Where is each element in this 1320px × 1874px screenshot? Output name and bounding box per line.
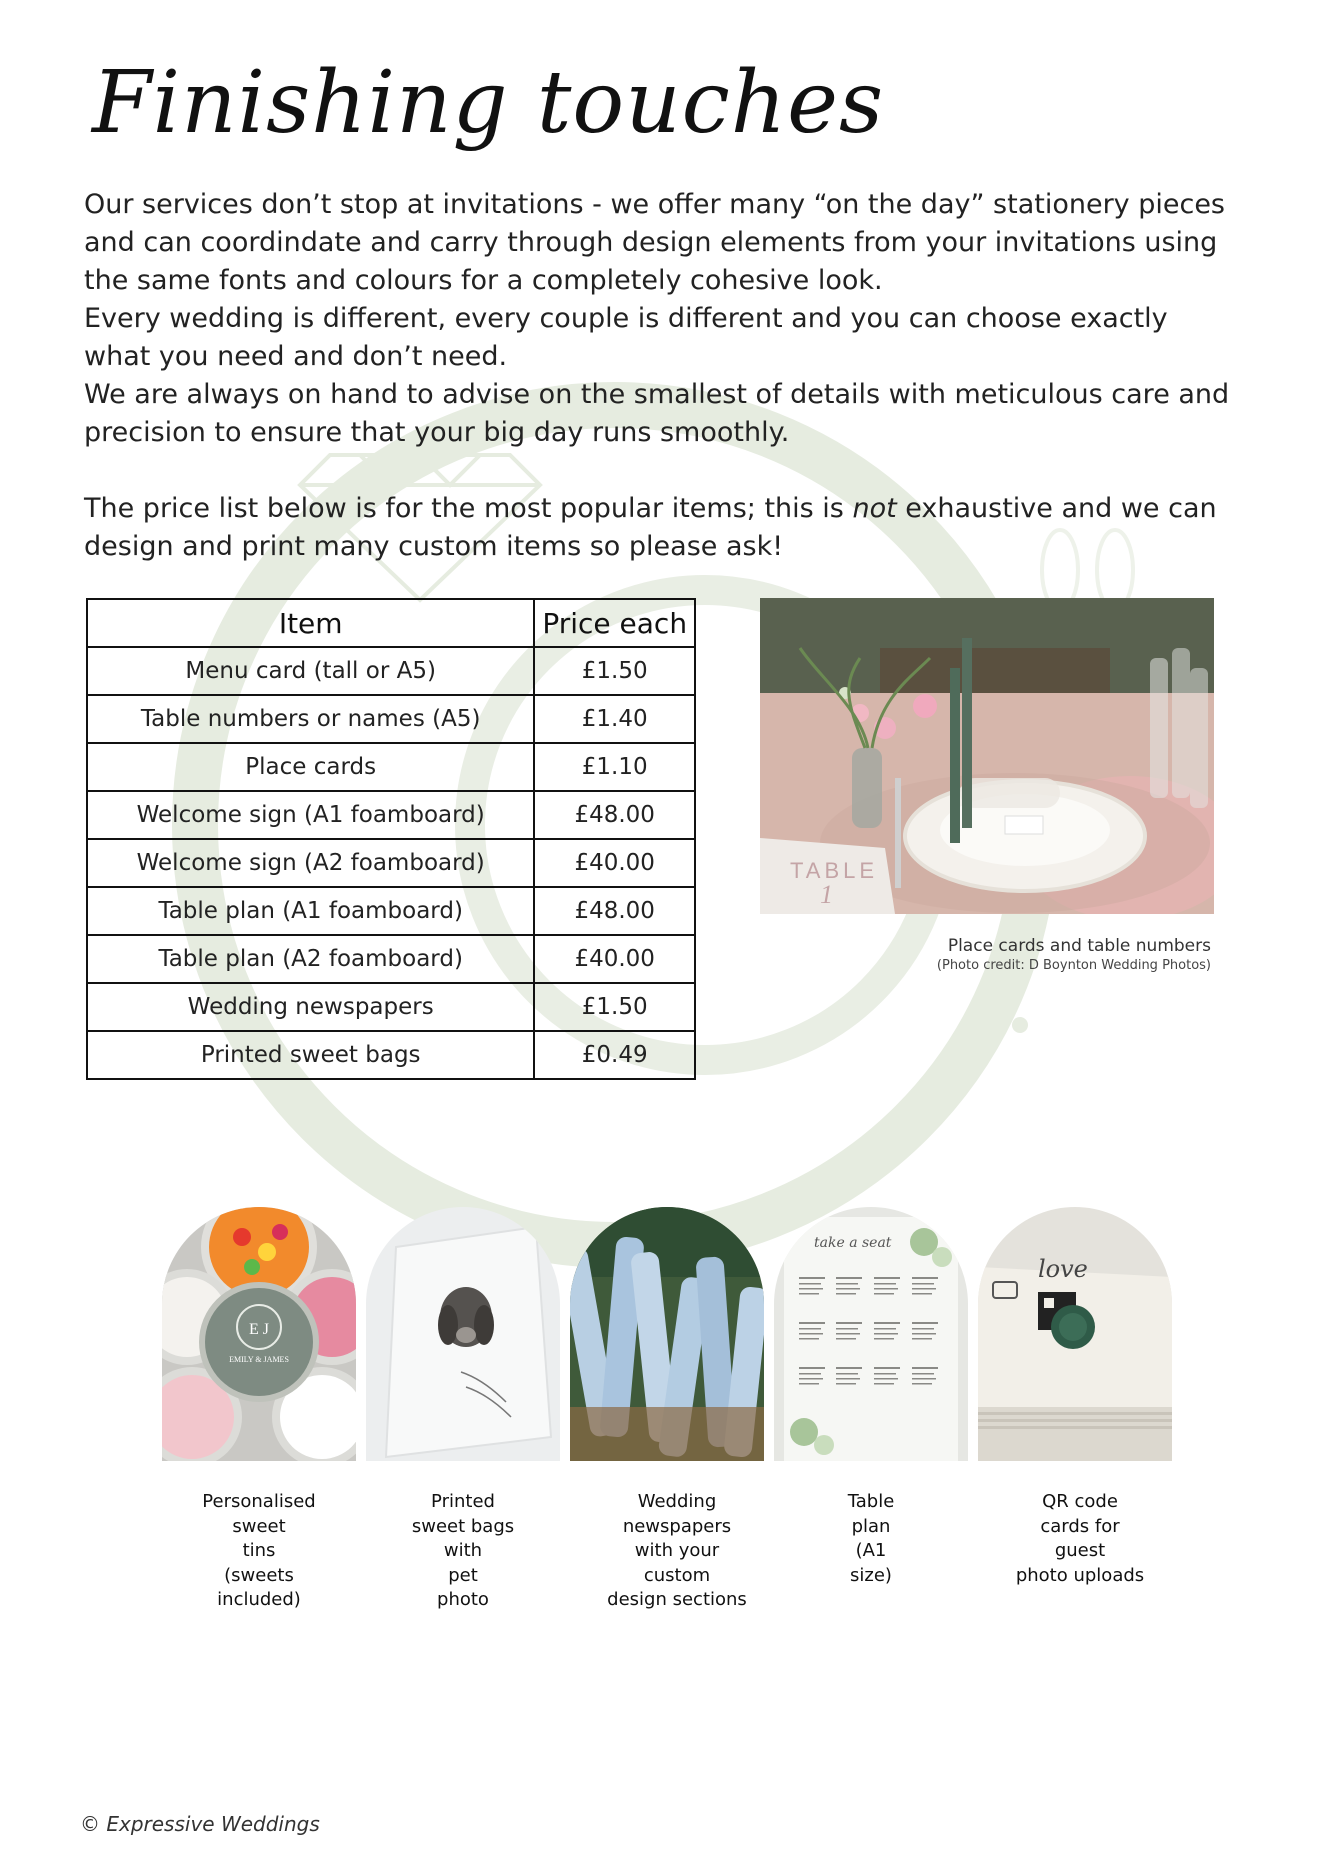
card-script-love: love bbox=[1038, 1255, 1088, 1283]
caption-text: Place cards and table numbers bbox=[947, 936, 1211, 956]
item-name: Table plan (A2 foamboard) bbox=[87, 935, 534, 983]
item-price: £1.50 bbox=[534, 983, 695, 1031]
gallery-photo-newspapers bbox=[570, 1207, 764, 1461]
gallery-caption-newspapers: Wedding newspapers with your custom design sections bbox=[607, 1491, 747, 1610]
table-row bbox=[87, 887, 695, 935]
table-row bbox=[87, 743, 695, 791]
gallery-caption-sweet-tins: Personalised sweet tins (sweets included) bbox=[202, 1491, 316, 1610]
item-price: £1.50 bbox=[534, 647, 695, 695]
table-row bbox=[87, 791, 695, 839]
gallery-photo-qr-cards bbox=[978, 1207, 1172, 1461]
item-price: £40.00 bbox=[534, 935, 695, 983]
item-price: £40.00 bbox=[534, 839, 695, 887]
gallery-photo-sweet-tins bbox=[162, 1207, 356, 1461]
gallery-caption-sweet-bags: Printed sweet bags with pet photo bbox=[411, 1491, 515, 1610]
place-setting-photo bbox=[760, 598, 1214, 914]
photo-credit: (Photo credit: D Boynton Wedding Photos) bbox=[936, 958, 1211, 973]
gallery-caption-qr-cards: QR code cards for guest photo uploads bbox=[1015, 1491, 1145, 1586]
item-price: £1.10 bbox=[534, 743, 695, 791]
price-table bbox=[86, 598, 696, 1080]
intro-paragraph-3: We are always on hand to advise on the smallest of details with meticulous care and precision to ensure that your big day runs smoothly. bbox=[84, 379, 1230, 448]
table-card-label: TABLE bbox=[790, 858, 879, 883]
footer-copyright: © Expressive Weddings bbox=[80, 1812, 320, 1836]
item-name: Table numbers or names (A5) bbox=[87, 695, 534, 743]
table-card-number: 1 bbox=[820, 880, 833, 909]
intro-paragraph-2: Every wedding is different, every couple is different and you can choose exactly what you need and don’t need. bbox=[84, 303, 1168, 372]
tin-monogram: E J bbox=[249, 1321, 269, 1338]
intro-paragraph-1: Our services don’t stop at invitations - we offer many “on the day” stationery pieces and can coordindate and carry through design elements from your invitations using the same fonts and colours for a completely cohesive look. bbox=[84, 189, 1226, 296]
item-name: Table plan (A1 foamboard) bbox=[87, 887, 534, 935]
item-name: Welcome sign (A1 foamboard) bbox=[87, 791, 534, 839]
intro-text bbox=[84, 186, 1234, 566]
gallery-photo-table-plan bbox=[774, 1207, 968, 1461]
price-table-header bbox=[87, 599, 695, 647]
header-item: Item bbox=[87, 599, 534, 647]
header-price: Price each bbox=[534, 599, 695, 647]
item-price: £48.00 bbox=[534, 791, 695, 839]
gallery-photo-sweet-bags bbox=[366, 1207, 560, 1461]
table-row bbox=[87, 839, 695, 887]
table-row bbox=[87, 647, 695, 695]
table-row bbox=[87, 983, 695, 1031]
item-name: Wedding newspapers bbox=[87, 983, 534, 1031]
emphasis-not: not bbox=[852, 493, 897, 524]
table-row bbox=[87, 1031, 695, 1079]
item-price: £0.49 bbox=[534, 1031, 695, 1079]
gallery-caption-table-plan: Table plan (A1 size) bbox=[847, 1491, 895, 1586]
item-name: Printed sweet bags bbox=[87, 1031, 534, 1079]
item-price: £48.00 bbox=[534, 887, 695, 935]
item-name: Place cards bbox=[87, 743, 534, 791]
tin-names: EMILY & JAMES bbox=[229, 1355, 289, 1364]
intro-paragraph-4: The price list below is for the most popular items; this is not exhaustive and we can design and print many custom items so please ask! bbox=[84, 493, 1217, 562]
page-title: Finishing touches bbox=[92, 53, 885, 153]
table-row bbox=[87, 935, 695, 983]
item-name: Welcome sign (A2 foamboard) bbox=[87, 839, 534, 887]
table-row bbox=[87, 695, 695, 743]
item-price: £1.40 bbox=[534, 695, 695, 743]
main-photo-caption bbox=[937, 936, 1211, 976]
item-name: Menu card (tall or A5) bbox=[87, 647, 534, 695]
table-plan-heading: take a seat bbox=[814, 1235, 892, 1251]
